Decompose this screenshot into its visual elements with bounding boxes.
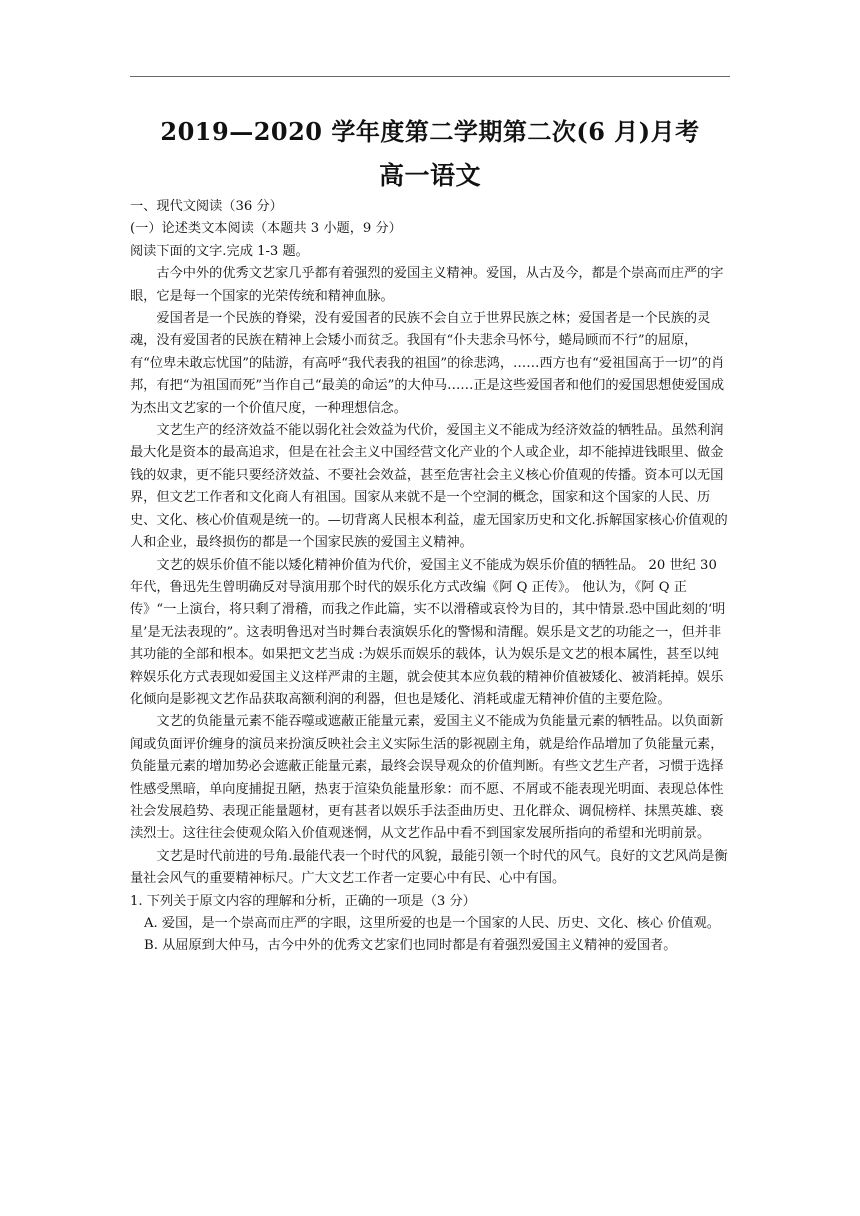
question-stem: 1. 下列关于原文内容的理解和分析，正确的一项是（3 分） — [130, 893, 476, 909]
header-rule — [130, 76, 730, 77]
paragraph-1: 古今中外的优秀文艺家几乎都有着强烈的爱国主义精神。爱国，从古及今，都是个崇高而庄严的字眼，它是每一个国家的光荣传统和精神血脉。 — [130, 266, 724, 304]
paragraph-2: 爱国者是一个民族的脊梁，没有爱国者的民族不会自立于世界民族之林；爱国者是一个民族的灵魂，没有爱国者的民族在精神上会矮小而贫乏。我国有“仆夫悲余马怀兮，蜷局顾而不行”的屈原，有“位卑未敢忘忧国”的陆游，有高呼“我代表我的祖国”的徐悲鸿，……西方也有“爱祖国高于一切”的肖邦，有把“为祖国而死”当作自己“最美的命运”的大仲马……正是这些爱国者和他们的爱国思想使爱国成为杰出文艺家的一个价值尺度，一种理想信念。 — [130, 311, 725, 416]
section-heading: 一、现代文阅读（36 分） — [130, 199, 283, 214]
paragraph-3: 文艺生产的经济效益不能以弱化社会效益为代价，爱国主义不能成为经济效益的牺牲品。虽然利润最大化是资本的最高追求，但是在社会主义中国经营文化产业的个人或企业，却不能掉进钱眼里、做金钱的奴隶，更不能只要经济效益、不要社会效益，甚至危害社会主义核心价值观的传播。资本可以无国界，但文艺工作者和文化商人有祖国。国家从来就不是一个空洞的概念，国家和这个国家的人民、历史、文化、核心价值观是统一的。—切背离人民根本利益，虚无国家历史和文化.拆解国家核心价值观的人和企业，最终损伤的都是一个国家民族的爱国主义精神。 — [130, 423, 728, 551]
question-option-b: B. 从屈原到大仲马，古今中外的优秀文艺家们也同时都是有着强烈爱国主义精神的爱国者。 — [144, 938, 677, 954]
paragraph-5: 文艺的负能量元素不能吞噬或遮蔽正能量元素，爱国主义不能成为负能量元素的牺牲品。以负面新闻或负面评价缠身的演员来扮演反映社会主义实际生活的影视剧主角，就是给作品增加了负能量元素，负能量元素的增加势必会遮蔽正能量元素，最终会误导观众的价值判断。有些文艺生产者，习惯于选择性感受黑暗，单向度捕捉丑陋，热衷于渲染负能量形象：而不愿、不屑或不能表现光明面、表现总体性社会发展趋势、表现正能量题材，更有甚者以娱乐手法歪曲历史、丑化群众、调侃榜样、抹黑英雄、亵渎烈士。这往往会使观众陷入价值观迷惘，从文艺作品中看不到国家发展所指向的希望和光明前景。 — [130, 714, 724, 842]
section-subheading: (一）论述类文本阅读（本题共 3 小题，9 分） — [130, 221, 402, 237]
reading-instruction: 阅读下面的文字.完成 1-3 题。 — [130, 243, 309, 259]
exam-title: 2019—2020 学年度第二学期第二次(6 月)月考 — [160, 117, 700, 146]
paragraph-6: 文艺是时代前进的号角.最能代表一个时代的风貌，最能引领一个时代的风气。良好的文艺风尚是衡量社会风气的重要精神标尺。广大文艺工作者一定要心中有民、心中有国。 — [130, 848, 728, 887]
question-option-a: A. 爱国，是一个崇高而庄严的字眼，这里所爱的也是一个国家的人民、历史、文化、核心 价值观。 — [144, 916, 720, 931]
document-body — [130, 196, 730, 958]
exam-subject: 高一语文 — [378, 161, 481, 190]
paragraph-4: 文艺的娱乐价值不能以矮化精神价值为代价，爱国主义不能成为娱乐价值的牺牲品。 20 世纪 30 年代，鲁迅先生曾明确反对导演用那个时代的娱乐化方式改编《阿 Q 正传》。 他认为，《阿 Q 正传》“一上演台，将只剩了滑稽，而我之作此篇，实不以滑稽或哀怜为目的，其中情景.恐中国此刻的‘明星’是无法表现的”。这表明鲁迅对当时舞台表演娱乐化的警惕和清醒。娱乐是文艺的功能之一，但并非其功能的全部和根本。如果把文艺当成 :为娱乐而娱乐的载体，认为娱乐是文艺的根本属性，甚至以纯粹娱乐化方式表现如爱国主义这样严肃的主题，就会使其本应负载的精神价值被矮化、被消耗掉。娱乐化倾向是影视文艺作品获取高额利润的利器，但也是矮化、消耗或虚无精神价值的主要危险。 — [130, 557, 726, 707]
